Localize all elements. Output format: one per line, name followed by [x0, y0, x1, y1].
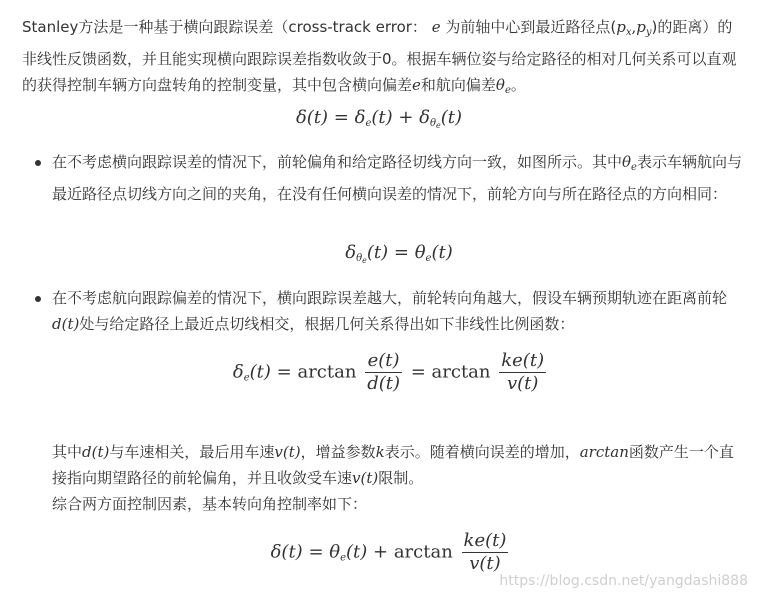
math-theta-e-b1: $\theta_e$ — [622, 153, 637, 173]
eq1-delta-theta-arg: (t) — [440, 107, 463, 128]
math-d-t: d(t) — [52, 315, 80, 333]
math-d-t-2: d(t) — [82, 443, 110, 461]
eq1-delta-theta: δ — [419, 107, 431, 128]
eq4-theta-arg: (t) — [346, 541, 368, 563]
equation-2 — [20, 242, 758, 265]
eq4-theta-sub: e — [340, 552, 347, 564]
eq3-delta-e-sub: e — [243, 372, 250, 384]
bullet-item-1 — [52, 149, 742, 207]
eq3-frac2-numerator: ke(t) — [501, 350, 545, 371]
math-e: e — [431, 18, 441, 36]
math-v-t-2: v(t) — [352, 469, 379, 487]
math-py: $p_y$ — [636, 18, 652, 38]
para2-text-5: 函数产生一个直接指向期望路径的前轮偏角，并且收敛受车速 — [52, 443, 734, 487]
eq3-frac2-denominator: v(t) — [506, 373, 539, 394]
eq1-lhs: δ(t) — [295, 107, 329, 128]
math-e2: e — [412, 76, 421, 94]
math-theta-e: $\theta_e$ — [495, 76, 511, 96]
eq3-delta-e-arg: (t) — [249, 361, 271, 383]
intro-text-2: 为前轴中心到最近路径点( — [445, 18, 617, 36]
eq4-equals: = — [302, 541, 330, 563]
bullet1-text-2: 表示车辆航向与最近路径点切线方向之间的夹角，在没有任何横向误差的情况下，前轮方向与所在路径点的方向相同： — [52, 153, 742, 203]
equation-3 — [12, 350, 758, 395]
eq4-theta: θ — [329, 541, 341, 563]
eq2-equals: = — [388, 242, 415, 263]
bullet-dot-2 — [35, 296, 41, 302]
eq2-theta: θ — [414, 242, 426, 263]
para2-text-2: 与车速相关，最后用车速 — [109, 443, 275, 461]
eq1-delta-e-arg: (t) — [371, 107, 393, 128]
math-k: k — [375, 443, 385, 461]
eq2-delta: δ — [345, 242, 357, 263]
eq4-fraction — [462, 530, 509, 575]
intro-text-4: 和航向偏差 — [420, 76, 496, 94]
eq2-theta-sub: e — [425, 253, 432, 264]
para2-text-1: 其中 — [52, 443, 83, 461]
eq4-frac-denominator: v(t) — [469, 553, 501, 574]
eq3-delta-e: δ — [232, 361, 244, 383]
math-arctan: arctan — [579, 443, 629, 461]
math-px: $p_x$ — [616, 18, 632, 38]
eq3-arctan-2: arctan — [431, 361, 491, 383]
bullet1-text-1: 在不考虑横向跟踪误差的情况下，前轮偏角和给定路径切线方向一致，如图所示。其中 — [52, 153, 623, 171]
para2-text-3: ，增益参数 — [300, 443, 376, 461]
intro-paragraph — [22, 14, 742, 104]
equation-4 — [12, 530, 758, 575]
eq1-equals: = — [328, 107, 355, 128]
para2-text-6: 限制。 — [378, 469, 424, 487]
equation-1 — [0, 107, 758, 130]
eq3-fraction-1 — [365, 350, 402, 395]
intro-text-1: Stanley方法是一种基于横向跟踪误差（cross-track error： — [22, 18, 427, 36]
eq2-arg: (t) — [366, 242, 389, 263]
eq3-fraction-2 — [499, 350, 546, 395]
math-v-t: v(t) — [274, 443, 301, 461]
eq1-delta-e-sub: e — [365, 118, 372, 129]
eq3-equals-1: = — [270, 361, 298, 383]
eq1-delta-e: δ — [354, 107, 366, 128]
intro-text-3: )的距离）的非线性反馈函数，并且能实现横向跟踪误差指数收敛于0。根据车辆位姿与给定路径的相对几何关系可以直观的获得控制车辆方向盘转角的控制变量，其中包含横向偏差 — [22, 18, 737, 94]
paragraph-2 — [52, 439, 742, 517]
eq1-plus: + — [392, 107, 420, 128]
bullet2-text-1: 在不考虑航向跟踪偏差的情况下，横向跟踪误差越大，前轮转向角越大，假设车辆预期轨迹在距离前轮 — [52, 289, 728, 307]
eq2-delta-sub: θe — [356, 253, 367, 265]
intro-text-5: 。 — [510, 76, 526, 94]
math-comma: , — [631, 18, 637, 36]
eq3-frac1-denominator: d(t) — [367, 373, 400, 394]
eq3-equals-2: = — [405, 361, 432, 383]
bullet-dot-1 — [35, 160, 41, 166]
eq4-arctan: arctan — [393, 541, 453, 563]
eq1-delta-theta-sub: θe — [430, 118, 441, 130]
eq4-plus: + — [367, 541, 394, 563]
eq3-arctan-1: arctan — [297, 361, 357, 383]
para2-text-4: 表示。随着横向误差的增加， — [384, 443, 580, 461]
eq4-frac-numerator: ke(t) — [463, 530, 507, 551]
para2-line-2: 综合两方面控制因素，基本转向角控制率如下： — [52, 495, 368, 513]
bullet2-text-2: 处与给定路径上最近点切线相交，根据几何关系得出如下非线性比例函数： — [79, 315, 575, 333]
watermark-link: https://blog.csdn.net/yangdashi888 — [499, 573, 748, 589]
eq2-theta-arg: (t) — [431, 242, 453, 263]
bullet-item-2 — [52, 285, 742, 337]
eq4-lhs: δ(t) — [270, 541, 303, 563]
eq3-frac1-numerator: e(t) — [365, 350, 402, 373]
